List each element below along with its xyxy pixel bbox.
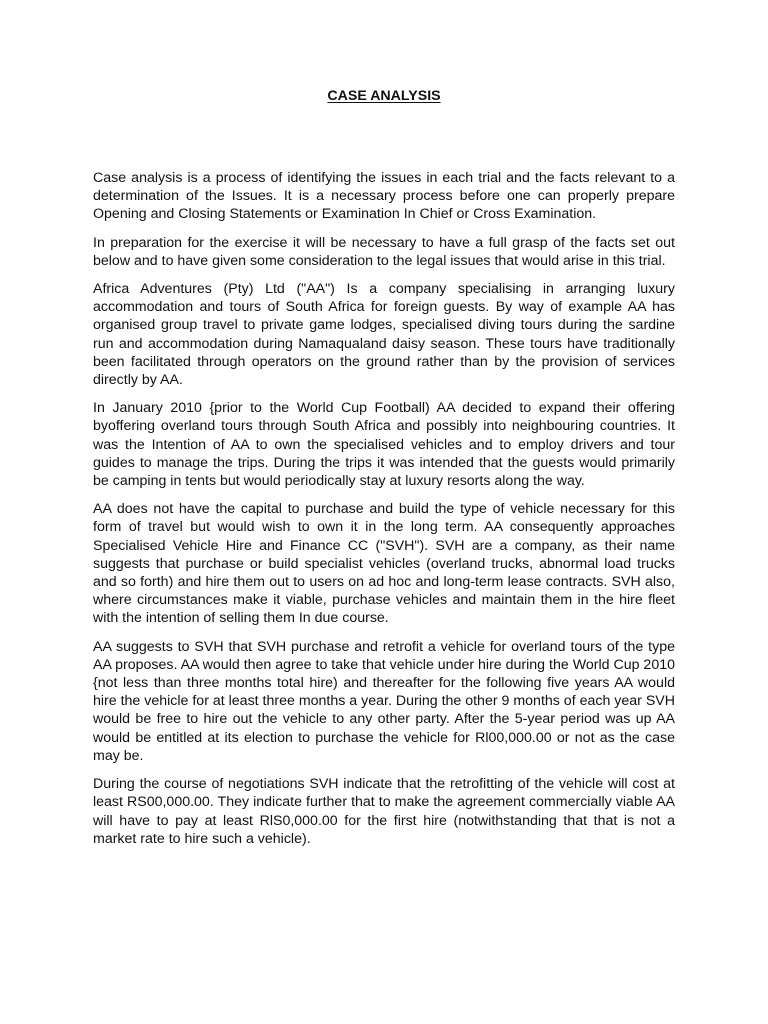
page-title: CASE ANALYSIS	[327, 88, 441, 104]
document-body	[93, 169, 675, 858]
paragraph-company-aa: Africa Adventures (Pty) Ltd ("AA") Is a company specialising in arranging luxury accommodation and tours of South Africa for foreign guests. By way of example AA has organised group travel to private game lodges, specialised diving tours during the sardine run and accommodation during Namaqualand daisy season. These tours have traditionally been facilitated through operators on the ground rather than by the provision of services directly by AA.	[93, 281, 675, 389]
paragraph-svh: AA does not have the capital to purchase and build the type of vehicle necessary for this form of travel but would wish to own it in the long term. AA consequently approaches Specialised Vehicle Hire and Finance CC ("SVH"). SVH are a company, as their name suggests that purchase or build specialist vehicles (overland trucks, abnormal load trucks and so forth) and hire them out to users on ad hoc and long-term lease contracts. SVH also, where circumstances make it viable, purchase vehicles and maintain them in the hire fleet with the intention of selling them In due course.	[93, 501, 675, 627]
paragraph-expansion: In January 2010 {prior to the World Cup Football) AA decided to expand their offering byoffering overland tours through South Africa and possibly into neighbouring countries. It was the Intention of AA to own the specialised vehicles and to employ drivers and tour guides to manage the trips. During the trips it was intended that the guests would primarily be camping in tents but would periodically stay at luxury resorts along the way.	[93, 400, 675, 490]
paragraph-proposal: AA suggests to SVH that SVH purchase and retrofit a vehicle for overland tours of the type AA proposes. AA would then agree to take that vehicle under hire during the World Cup 2010 {not less than three months total hire) and thereafter for the following five years AA would hire the vehicle for at least three months a year. During the other 9 months of each year SVH would be free to hire out the vehicle to any other party. After the 5-year period was up AA would be entitled at its election to purchase the vehicle for Rl00,000.00 or not as the case may be.	[93, 638, 675, 764]
paragraph-intro: Case analysis is a process of identifying the issues in each trial and the facts relevant to a determination of the Issues. It is a necessary process before one can properly prepare Opening and Closing Statements or Examination In Chief or Cross Examination.	[93, 170, 675, 223]
paragraph-negotiations: During the course of negotiations SVH indicate that the retrofitting of the vehicle will cost at least RS00,000.00. They indicate further that to make the agreement commercially viable AA will have to pay at least RlS0,000.00 for the first hire (notwithstanding that that is not a market rate to hire such a vehicle).	[93, 776, 675, 847]
paragraph-preparation: In preparation for the exercise it will be necessary to have a full grasp of the facts set out below and to have given some consideration to the legal issues that would arise in this trial.	[93, 234, 675, 269]
